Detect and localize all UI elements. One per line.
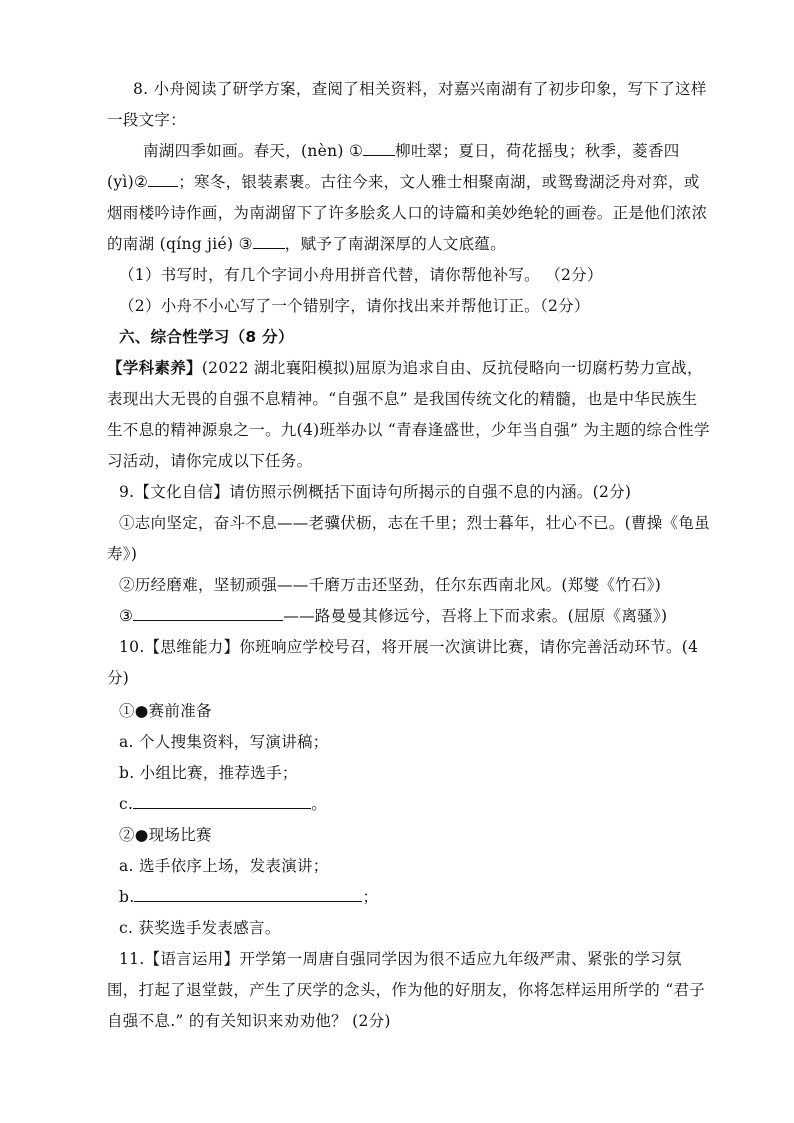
answer-blank-1[interactable] <box>363 137 395 156</box>
q8-passage-c: ② <box>134 173 149 191</box>
q11-title: 11.【语言运用】开学第一周唐自强同学因为很不适应九年级严肃、紧张的学习氛围，打起了退堂鼓，产生了厌学的念头，作为他的好朋友，你将怎样运用所学的 “君子自强不息.” 的有关知识来劝劝他？ (2分) <box>107 950 706 1030</box>
answer-blank-q9[interactable] <box>133 602 283 621</box>
q9-item1: ①志向坚定，奋斗不息——老骥伏枥，志在千里；烈士暮年，壮心不已。(曹操《龟虽寿》) <box>107 514 710 563</box>
answer-blank-q10-c[interactable] <box>133 790 311 809</box>
q8-sub1: （1）书写时，有几个字词小舟用拼音代替，请你帮他补写。 （2分） <box>119 266 603 284</box>
q10-stage2-c: c. 获奖选手发表感言。 <box>119 919 281 937</box>
answer-blank-3[interactable] <box>253 230 285 249</box>
q8-intro-line1: 8. 小舟阅读了研学方案，查阅了相关资料，对嘉兴南湖有了初步印象，写下了这样一 <box>107 80 707 129</box>
answer-blank-2[interactable] <box>148 168 178 187</box>
q9-item2: ②历经磨难，坚韧顽强——千磨万击还坚劲，任尔东西南北风。(郑燮《竹石》) <box>119 576 662 594</box>
q10-s1c-prefix: c. <box>119 795 134 813</box>
answer-blank-q10-b[interactable] <box>134 883 362 902</box>
q9-title: 9.【文化自信】请仿照示例概括下面诗句所揭示的自强不息的内涵。(2分) <box>119 483 632 501</box>
section-intro-tag: 【学科素养】 <box>107 359 202 377</box>
q10-title: 10.【思维能力】你班响应学校号召，将开展一次演讲比赛，请你完善活动环节。(4 分) <box>107 638 699 687</box>
q8-intro <box>107 74 711 136</box>
q10-s2b-suffix: ； <box>362 888 379 906</box>
section-intro-text: (2022 湖北襄阳模拟)屈原为追求自由、反抗侵略向一切腐朽势力宣战，表现出大无畏的自强不息精神。“自强不息” 是我国传统文化的精髓，也是中华民族生生不息的精神源泉之一。九(4)班举办以 “青春逢盛世，少年当自强” 为主题的综合性学习活动，请你完成以下任务。 <box>107 359 710 470</box>
q10-stage1-c <box>107 789 711 820</box>
q10-s1c-suffix: 。 <box>311 795 328 813</box>
section-intro <box>107 353 711 477</box>
q10-stage2-b <box>107 882 711 913</box>
exam-page <box>107 74 711 1037</box>
q10-stage2-a: a. 选手依序上场，发表演讲； <box>119 857 329 875</box>
q8-sub2: （2）小舟不小心写了一个错别字，请你找出来并帮他订正。（2分） <box>119 297 590 315</box>
q8-passage-e: ，赋予了南湖深厚的人文底蕴。 <box>284 235 506 253</box>
q10-stage2: ②●现场比赛 <box>119 826 212 844</box>
q8-passage-a: 南湖四季如画。春天，(nèn) ① <box>143 142 364 160</box>
q10-stage1: ①●赛前准备 <box>119 702 212 720</box>
q8-passage-d: ；寒冬，银装素裹。古往今来，文人雅士相聚南湖，或鸳鸯湖泛舟对弈，或烟雨楼吟诗作画，为南湖留下了许多脍炙人口的诗篇和美妙绝轮的画卷。正是他们浓浓的南湖 (qíng jié) ③ <box>107 173 708 253</box>
q10-stage1-a: a. 个人搜集资料，写演讲稿； <box>119 733 329 751</box>
q8-passage <box>107 136 711 260</box>
q9-item3-suffix: ——路曼曼其修远兮，吾将上下而求索。(屈原《离骚》) <box>283 607 668 625</box>
q8-intro-line2: 段文字： <box>122 111 187 129</box>
q8-passage-b: 柳吐翠；夏日，荷花摇曳；秋季，菱香四 (yì) <box>107 142 680 191</box>
q10-s2b-prefix: b. <box>119 888 135 906</box>
section-heading: 六、综合性学习（8 分） <box>119 328 294 346</box>
q10-stage1-b: b. 小组比赛，推荐选手； <box>119 764 298 782</box>
q9-item3-prefix: ③ <box>119 607 134 625</box>
q9-item3 <box>107 601 711 632</box>
